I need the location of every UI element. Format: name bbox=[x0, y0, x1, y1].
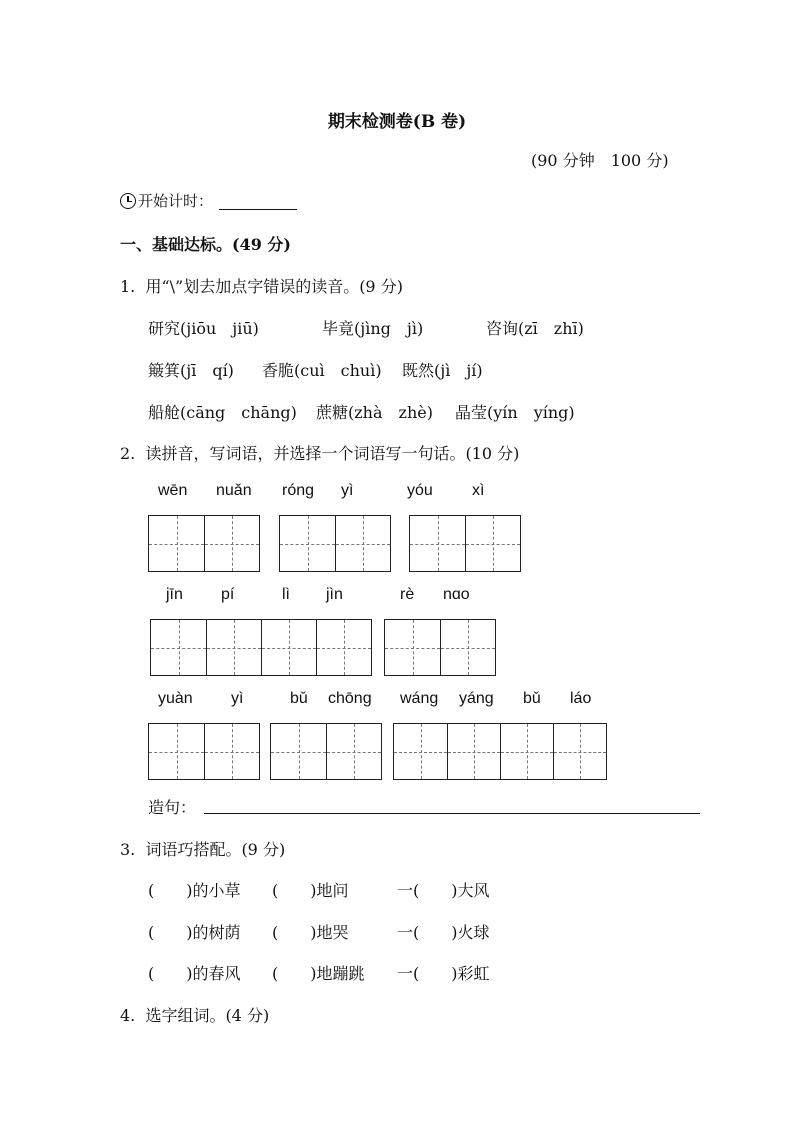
pinyin: chōng bbox=[328, 690, 372, 707]
pinyin: bǔ bbox=[290, 690, 308, 707]
pinyin: rè bbox=[400, 586, 415, 603]
pinyin: nɑo bbox=[443, 586, 470, 603]
pinyin: lì bbox=[282, 586, 290, 603]
q1-item: 研究(jiōu jiū) bbox=[148, 319, 259, 338]
q1-item: 船舱(cāng chāng) bbox=[148, 403, 297, 422]
q4-title: 4. 选字组词。(4 分) bbox=[120, 1006, 270, 1025]
sentence-answer-line[interactable] bbox=[204, 813, 700, 814]
pinyin: yì bbox=[231, 690, 244, 707]
pinyin: wáng bbox=[400, 690, 439, 707]
q3-item: 一( )彩虹 bbox=[397, 964, 490, 983]
pinyin: róng bbox=[282, 482, 315, 499]
timer-row bbox=[120, 190, 297, 211]
pinyin: xì bbox=[472, 482, 485, 499]
q1-item: 既然(jì jí) bbox=[402, 361, 483, 380]
q1-title: 1. 用“\”划去加点字错误的读音。(9 分) bbox=[120, 277, 403, 296]
pinyin: yuàn bbox=[158, 690, 193, 707]
q1-item: 香脆(cuì chuì) bbox=[262, 361, 382, 380]
pinyin: jīn bbox=[166, 586, 183, 603]
writing-grid[interactable] bbox=[150, 619, 372, 676]
writing-grid[interactable] bbox=[279, 515, 391, 572]
q1-item: 蔗糖(zhà zhè) bbox=[316, 403, 433, 422]
q3-item: ( )地问 bbox=[272, 881, 349, 900]
q3-item: ( )地蹦跳 bbox=[272, 964, 365, 983]
q3-item: ( )地哭 bbox=[272, 923, 349, 942]
q1-item: 晶莹(yín yíng) bbox=[455, 403, 575, 422]
timer-blank[interactable] bbox=[219, 191, 297, 210]
q3-item: 一( )火球 bbox=[397, 923, 490, 942]
pinyin: pí bbox=[221, 586, 235, 603]
pinyin: yóu bbox=[407, 482, 433, 499]
pinyin: wēn bbox=[158, 482, 188, 499]
pinyin: láo bbox=[570, 690, 592, 707]
writing-grid[interactable] bbox=[384, 619, 496, 676]
sentence-label: 造句： bbox=[148, 798, 197, 817]
pinyin: nuǎn bbox=[216, 482, 252, 499]
writing-grid[interactable] bbox=[393, 723, 607, 780]
q3-item: 一( )大风 bbox=[397, 881, 490, 900]
writing-grid[interactable] bbox=[270, 723, 382, 780]
writing-grid[interactable] bbox=[148, 515, 260, 572]
page-title: 期末检测卷(B 卷) bbox=[327, 112, 467, 132]
section-1-title: 一、基础达标。(49 分) bbox=[120, 235, 291, 254]
writing-grid[interactable] bbox=[409, 515, 521, 572]
pinyin: bǔ bbox=[523, 690, 541, 707]
timer-label: 开始计时： bbox=[138, 192, 214, 210]
q3-item: ( )的春风 bbox=[148, 964, 241, 983]
writing-grid[interactable] bbox=[148, 723, 260, 780]
q2-title: 2. 读拼音，写词语，并选择一个词语写一句话。(10 分) bbox=[120, 444, 520, 463]
time-score: (90 分钟 100 分) bbox=[531, 151, 669, 170]
q3-item: ( )的小草 bbox=[148, 881, 241, 900]
q3-title: 3. 词语巧搭配。(9 分) bbox=[120, 840, 286, 859]
pinyin: yì bbox=[341, 482, 354, 499]
pinyin: jìn bbox=[326, 586, 343, 603]
clock-icon bbox=[120, 193, 136, 209]
pinyin: yáng bbox=[459, 690, 494, 707]
q1-item: 咨询(zī zhī) bbox=[486, 319, 584, 338]
q3-item: ( )的树荫 bbox=[148, 923, 241, 942]
q1-item: 毕竟(jìng jì) bbox=[322, 319, 424, 338]
q1-item: 簸箕(jī qí) bbox=[148, 361, 234, 380]
